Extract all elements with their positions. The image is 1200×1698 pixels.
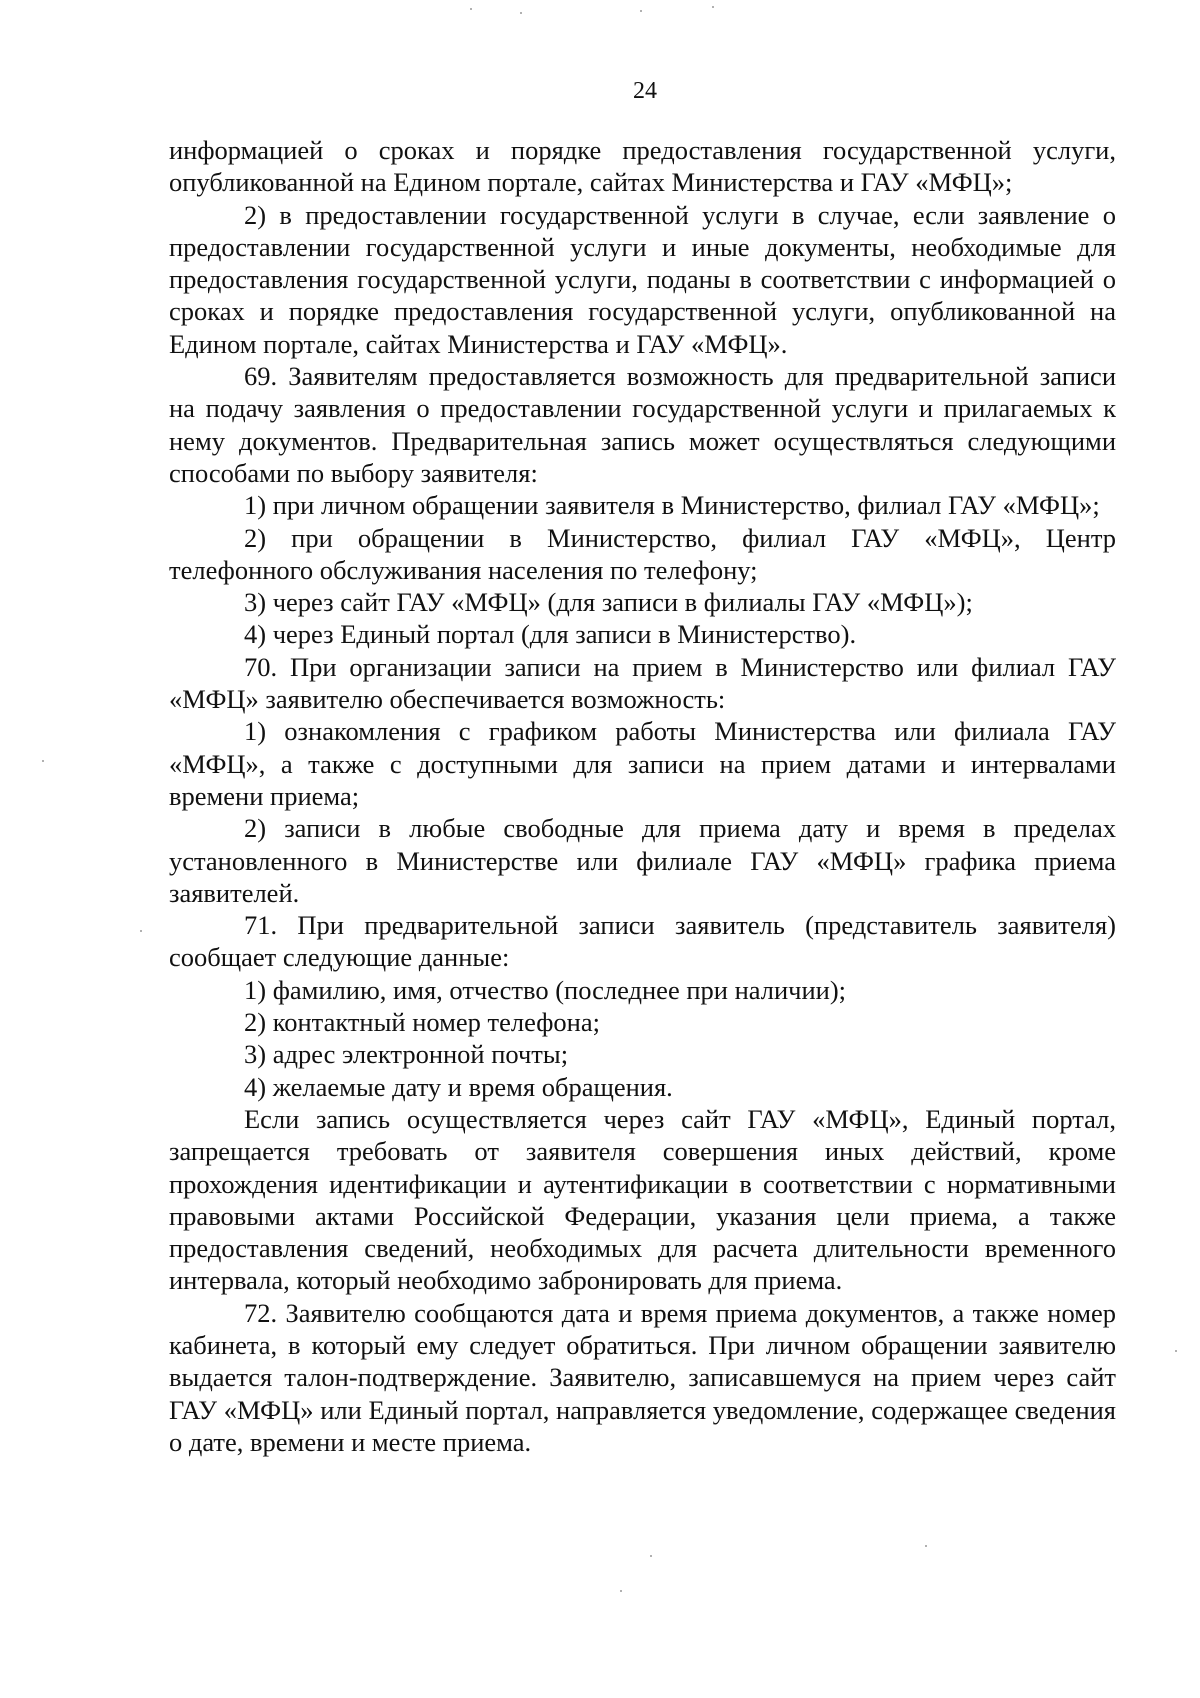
scan-speck <box>640 10 642 12</box>
list-item: 4) желаемые дату и время обращения. <box>244 1071 673 1102</box>
list-item: 3) адрес электронной почты; <box>244 1039 569 1070</box>
scan-speck <box>1175 1350 1177 1352</box>
paragraph: Если запись осуществляется через сайт ГАУ «МФЦ», Единый портал, запрещается требовать от заявителя совершения иных действий, кроме прохождения идентификации и аутентификации в соответствии с нормативными правовыми актами Российской Федерации, указания цели приема, а также предоставления сведений, необходимых для расчета длительности временного интервала, который необходимо забронировать для приема. <box>169 1103 1116 1296</box>
scan-speck <box>520 12 522 14</box>
list-item: 2) записи в любые свободные для приема дату и время в пределах установленного в Министерстве или филиале ГАУ «МФЦ» графика приема заявителей. <box>169 813 1116 908</box>
page-number: 24 <box>633 78 657 104</box>
list-item: 2) контактный номер телефона; <box>244 1007 600 1038</box>
list-item: 4) через Единый портал (для записи в Министерство). <box>244 619 857 650</box>
paragraph-72: 72. Заявителю сообщаются дата и время приема документов, а также номер кабинета, в который ему следует обратиться. При личном обращении заявителю выдается талон-подтверждение. Заявителю, записавшемуся на прием через сайт ГАУ «МФЦ» или Единый портал, направляется уведомление, содержащее сведения о дате, времени и месте приема. <box>169 1297 1116 1457</box>
scan-speck <box>42 760 44 762</box>
list-item: 2) при обращении в Министерство, филиал ГАУ «МФЦ», Центр телефонного обслуживания населения по телефону; <box>169 522 1116 585</box>
paragraph-71: 71. При предварительной записи заявитель (представитель заявителя) сообщает следующие данные: <box>169 910 1116 973</box>
scan-speck <box>712 6 714 8</box>
list-item: 1) фамилию, имя, отчество (последнее при наличии); <box>244 974 847 1005</box>
scan-speck <box>620 1590 622 1592</box>
paragraph: 2) в предоставлении государственной услуги в случае, если заявление о предоставлении государственной услуги и иные документы, необходимые для предоставления государственной услуги, поданы в соответствии с информацией о сроках и порядке предоставления государственной услуги, опубликованной на Едином портале, сайтах Министерства и ГАУ «МФЦ». <box>169 199 1116 359</box>
paragraph-69: 69. Заявителям предоставляется возможность для предварительной записи на подачу заявления о предоставлении государственной услуги и прилагаемых к нему документов. Предварительная запись может осуществляться следующими способами по выбору заявителя: <box>169 361 1116 488</box>
scan-speck <box>650 1555 652 1557</box>
list-item: 3) через сайт ГАУ «МФЦ» (для записи в филиалы ГАУ «МФЦ»); <box>244 587 973 618</box>
paragraph-continuation: информацией о сроках и порядке предоставления государственной услуги, опубликованной на Едином портале, сайтах Министерства и ГАУ «МФЦ»; <box>169 135 1116 198</box>
scan-speck <box>925 1545 927 1547</box>
document-body <box>169 134 1116 1458</box>
list-item: 1) при личном обращении заявителя в Министерство, филиал ГАУ «МФЦ»; <box>244 490 1100 521</box>
paragraph-70: 70. При организации записи на прием в Министерство или филиал ГАУ «МФЦ» заявителю обеспечивается возможность: <box>169 651 1116 715</box>
scan-speck <box>470 8 472 10</box>
scan-speck <box>140 930 142 932</box>
list-item: 1) ознакомления с графиком работы Министерства или филиала ГАУ «МФЦ», а также с доступными для записи на прием датами и интервалами времени приема; <box>169 716 1116 811</box>
